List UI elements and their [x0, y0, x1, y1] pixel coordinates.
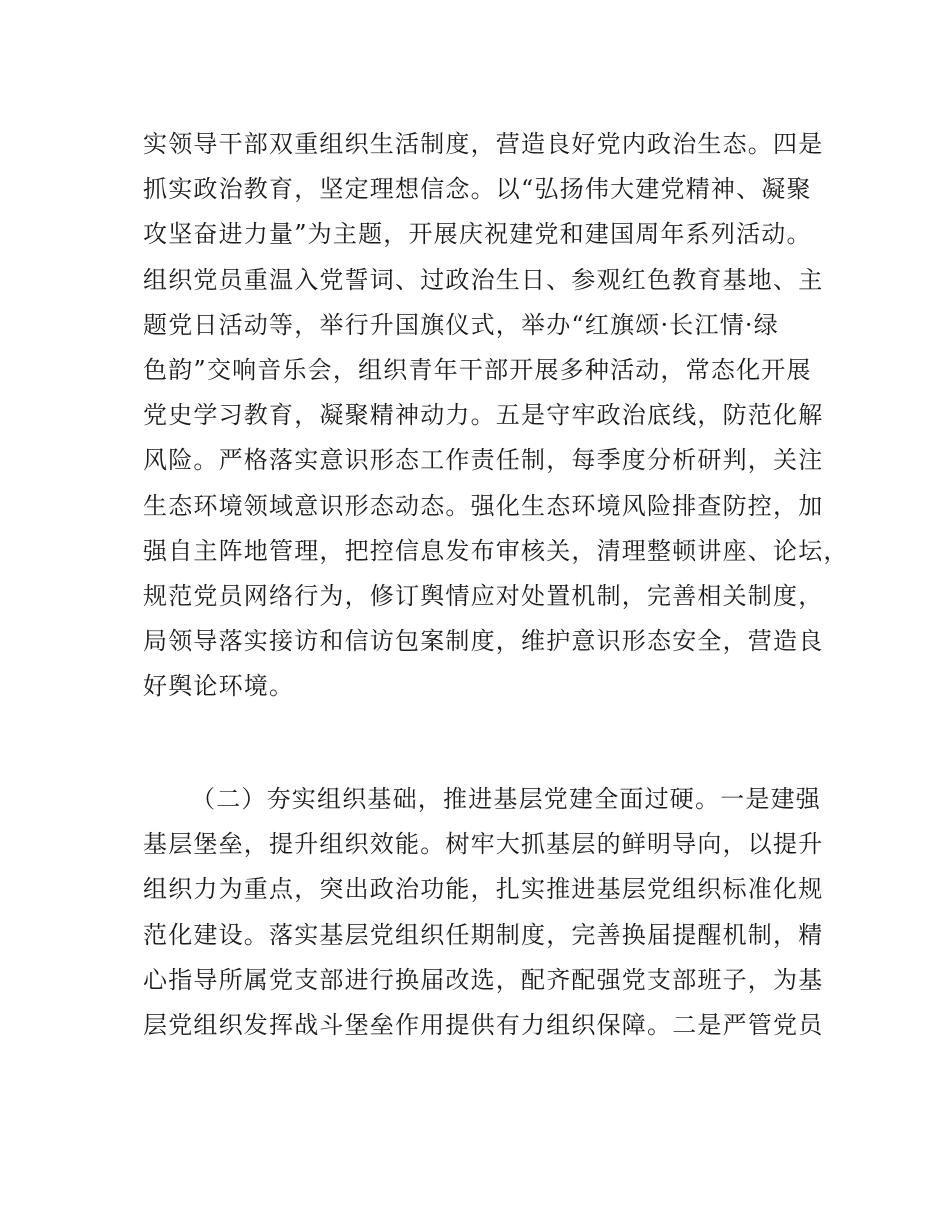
text-line: 心指导所属党支部进行换届改选，配齐配强党支部班子，为基: [143, 965, 824, 994]
text-line: 实领导干部双重组织生活制度，营造良好党内政治生态。四是: [143, 130, 824, 158]
text-line: 范化建设。落实基层党组织任期制度，完善换届提醒机制，精: [143, 920, 824, 949]
text-line: 风险。严格落实意识形态工作责任制，每季度分析研判，关注: [143, 446, 824, 475]
text-line: 局领导落实接访和信访包案制度，维护意识形态安全，营造良: [143, 627, 824, 656]
text-line: 攻坚奋进力量”为主题，开展庆祝建党和建国周年系列活动。: [143, 220, 812, 249]
text-line: 组织党员重温入党誓词、过政治生日、参观红色教育基地、主: [143, 265, 824, 294]
text-line: 抓实政治教育，坚定理想信念。以“弘扬伟大建党精神、凝聚: [143, 175, 812, 204]
text-line: 好舆论环境。: [143, 672, 295, 701]
paragraph-section-two: [143, 777, 823, 1048]
text-line: 基层堡垒，提升组织效能。树牢大抓基层的鲜明导向，以提升: [143, 830, 824, 859]
paragraph-continuation: [143, 122, 849, 709]
text-line-first: （二）夯实组织基础，推进基层党建全面过硬。一是建强: [191, 785, 821, 813]
text-line: 党史学习教育，凝聚精神动力。五是守牢政治底线，防范化解: [143, 401, 824, 430]
text-line: 题党日活动等，举行升国旗仪式，举办“红旗颂·长江情·绿: [143, 310, 779, 339]
text-line: 组织力为重点，突出政治功能，扎实推进基层党组织标准化规: [143, 875, 824, 904]
text-line: 层党组织发挥战斗堡垒作用提供有力组织保障。二是严管党员: [143, 1010, 824, 1039]
text-line: 色韵”交响音乐会，组织青年干部开展多种活动，常态化开展: [143, 355, 812, 384]
text-line: 强自主阵地管理，把控信息发布审核关，清理整顿讲座、论坛，: [143, 536, 849, 565]
text-line: 生态环境领域意识形态动态。强化生态环境风险排查防控，加: [143, 491, 824, 520]
text-line: 规范党员网络行为，修订舆情应对处置机制，完善相关制度，: [143, 581, 824, 610]
